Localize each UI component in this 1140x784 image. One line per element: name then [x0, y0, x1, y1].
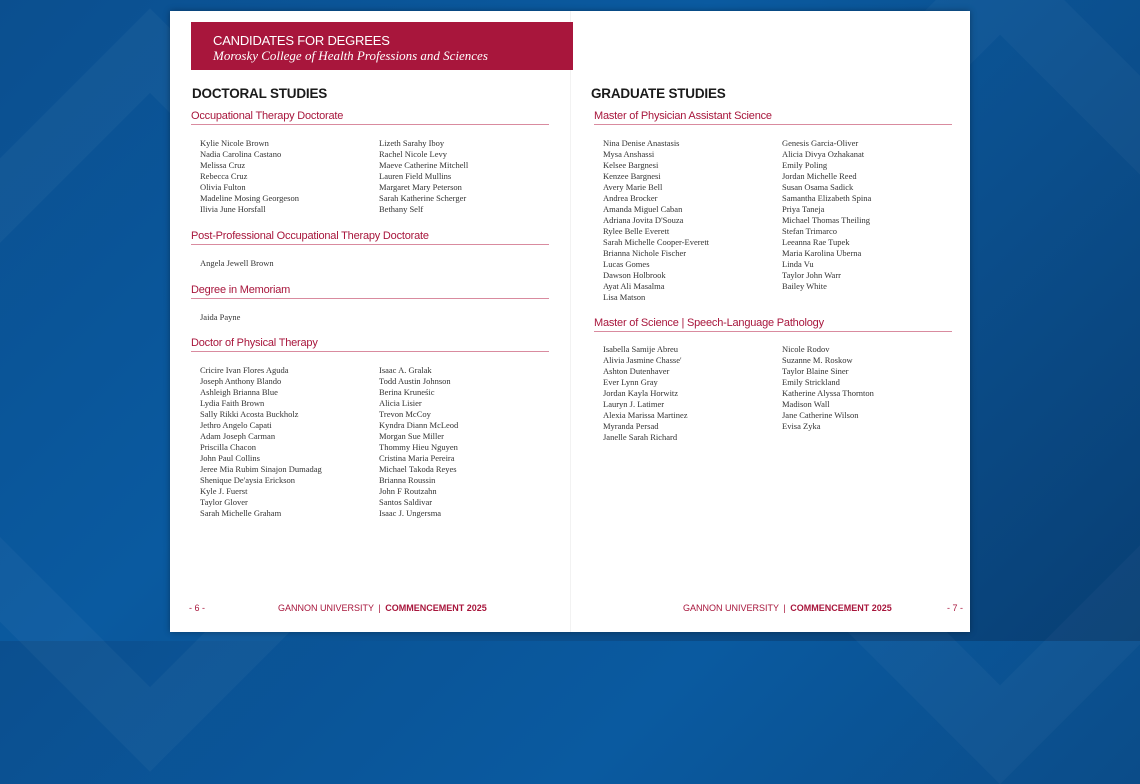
candidate-name: Priscilla Chacon: [200, 442, 256, 452]
candidate-name: Ashton Dutenhaver: [603, 366, 670, 376]
slp-names-col1: [603, 344, 688, 443]
candidate-name: Kyndra Diann McLeod: [379, 420, 459, 430]
program-spread: [170, 11, 970, 632]
candidate-name: Isabella Samije Abreu: [603, 344, 679, 354]
ppotd-names: [200, 258, 274, 269]
candidate-name: Sarah Katherine Scherger: [379, 193, 467, 203]
candidate-name: Emily Poling: [782, 160, 828, 170]
candidate-name: Ayat Ali Masalma: [603, 281, 665, 291]
mpas-names-col1: [603, 138, 709, 303]
candidate-name: Alicia Lisier: [379, 398, 422, 408]
candidate-name: Evisa Zyka: [782, 421, 821, 431]
candidate-name: Brianna Nichole Fischer: [603, 248, 687, 258]
candidate-name: Linda Vu: [782, 259, 814, 269]
candidate-name: Cricire Ivan Flores Aguda: [200, 365, 289, 375]
dpt-names-col1: [200, 365, 322, 519]
page-number-left: - 6 -: [189, 603, 206, 613]
footer-left: [278, 603, 487, 613]
candidate-name: Olivia Fulton: [200, 182, 246, 192]
candidate-name: Jordan Michelle Reed: [782, 171, 857, 181]
candidate-name: Isaac A. Gralak: [379, 365, 432, 375]
candidate-name: Santos Saldivar: [379, 497, 433, 507]
candidate-name: Lauren Field Mullins: [379, 171, 452, 181]
candidate-name: Susan Osama Sadick: [782, 182, 854, 192]
candidate-name: Taylor Glover: [200, 497, 248, 507]
candidate-name: Bethany Self: [379, 204, 424, 214]
candidate-name: Jeree Mia Rubim Sinajon Dumadag: [200, 464, 322, 474]
mpas-names-col2: [782, 138, 871, 292]
candidate-name: Morgan Sue Miller: [379, 431, 445, 441]
candidate-name: Angela Jewell Brown: [200, 258, 274, 268]
candidate-name: Suzanne M. Roskow: [782, 355, 853, 365]
candidate-name: Michael Thomas Theiling: [782, 215, 870, 225]
candidate-name: Kelsee Bargnesi: [603, 160, 659, 170]
candidate-name: Nicole Rodov: [782, 344, 830, 354]
candidate-name: Janelle Sarah Richard: [603, 432, 678, 442]
candidate-name: Avery Marie Bell: [603, 182, 663, 192]
candidate-name: Maria Karolina Uberna: [782, 248, 862, 258]
candidate-name: Maeve Catherine Mitchell: [379, 160, 469, 170]
candidate-name: Kyle J. Fuerst: [200, 486, 248, 496]
candidate-name: Michael Takoda Reyes: [379, 464, 457, 474]
page-number-right: - 7 -: [947, 603, 964, 613]
candidate-name: Bailey White: [782, 281, 827, 291]
candidate-name: Rachel Nicole Levy: [379, 149, 447, 159]
candidate-name: Ilivia June Horsfall: [200, 204, 266, 214]
candidate-name: Adam Joseph Carman: [200, 431, 276, 441]
candidate-name: Sarah Michelle Graham: [200, 508, 282, 518]
candidate-name: Kenzee Bargnesi: [603, 171, 661, 181]
candidate-name: Lauryn J. Latimer: [603, 399, 665, 409]
candidate-name: Isaac J. Ungersma: [379, 508, 442, 518]
candidate-name: Madison Wall: [782, 399, 830, 409]
candidate-name: Alivia Jasmine Chasse': [603, 355, 682, 365]
footer-separator: |: [378, 603, 381, 613]
otd-names-col1: [200, 138, 299, 215]
candidate-name: Jaida Payne: [200, 312, 241, 322]
doctoral-studies-heading: DOCTORAL STUDIES: [192, 86, 328, 101]
slp-section-title: Master of Science | Speech-Language Pathology: [594, 317, 952, 332]
candidate-name: Adriana Jovita D'Souza: [603, 215, 684, 225]
candidate-name: Genesis Garcia-Oliver: [782, 138, 859, 148]
candidate-name: Lizeth Sarahy Iboy: [379, 138, 445, 148]
candidate-name: Taylor Blaine Siner: [782, 366, 849, 376]
banner-college: Morosky College of Health Professions and Sciences: [213, 48, 488, 63]
slp-names-col2: [782, 344, 874, 432]
candidate-name: Alicia Divya Ozhakanat: [782, 149, 865, 159]
candidate-name: Berina Kruneśic: [379, 387, 435, 397]
footer-separator: |: [783, 603, 786, 613]
graduate-studies-heading: GRADUATE STUDIES: [591, 86, 726, 101]
candidate-name: Trevon McCoy: [379, 409, 431, 419]
candidate-name: Amanda Miguel Caban: [603, 204, 683, 214]
candidate-name: Taylor John Warr: [782, 270, 841, 280]
candidate-name: Ashleigh Brianna Blue: [200, 387, 278, 397]
page-fold: [570, 11, 571, 632]
otd-section-title: Occupational Therapy Doctorate: [191, 110, 549, 125]
footer-university: GANNON UNIVERSITY: [683, 603, 779, 613]
candidate-name: Katherine Alyssa Thornton: [782, 388, 874, 398]
candidate-name: John F Routzahn: [379, 486, 437, 496]
footer-event: COMMENCEMENT 2025: [790, 603, 892, 613]
candidate-name: Mysa Anshassi: [603, 149, 655, 159]
candidate-name: Lisa Matson: [603, 292, 646, 302]
banner-title: CANDIDATES FOR DEGREES: [213, 33, 390, 48]
candidate-name: Rylee Belle Everett: [603, 226, 670, 236]
candidate-name: Rebecca Cruz: [200, 171, 248, 181]
candidate-name: John Paul Collins: [200, 453, 260, 463]
candidate-name: Thommy Hieu Nguyen: [379, 442, 458, 452]
candidate-name: Nadia Carolina Castano: [200, 149, 282, 159]
ppotd-section-title: Post-Professional Occupational Therapy Doctorate: [191, 230, 549, 245]
dpt-names-col2: [379, 365, 458, 519]
candidate-name: Jane Catherine Wilson: [782, 410, 859, 420]
candidate-name: Kylie Nicole Brown: [200, 138, 269, 148]
footer-university: GANNON UNIVERSITY: [278, 603, 374, 613]
candidate-name: Stefan Trimarco: [782, 226, 838, 236]
candidate-name: Nina Denise Anastasis: [603, 138, 680, 148]
candidate-name: Melissa Cruz: [200, 160, 246, 170]
mpas-section-title: Master of Physician Assistant Science: [594, 110, 952, 125]
otd-names-col2: [379, 138, 468, 215]
degree-banner: [191, 22, 573, 70]
candidate-name: Joseph Anthony Blando: [200, 376, 282, 386]
candidate-name: Dawson Holbrook: [603, 270, 666, 280]
candidate-name: Sally Rikki Acosta Buckholz: [200, 409, 299, 419]
candidate-name: Jordan Kayla Horwitz: [603, 388, 679, 398]
candidate-name: Leeanna Rae Tupek: [782, 237, 850, 247]
candidate-name: Emily Strickland: [782, 377, 840, 387]
memoriam-names: [200, 312, 240, 323]
memoriam-section-title: Degree in Memoriam: [191, 284, 549, 299]
candidate-name: Lydia Faith Brown: [200, 398, 265, 408]
footer-event: COMMENCEMENT 2025: [385, 603, 487, 613]
candidate-name: Brianna Roussin: [379, 475, 436, 485]
candidate-name: Andrea Brocker: [603, 193, 658, 203]
candidate-name: Cristina Maria Pereira: [379, 453, 455, 463]
candidate-name: Ever Lynn Gray: [603, 377, 658, 387]
candidate-name: Shenique De'aysia Erickson: [200, 475, 296, 485]
footer-right: [683, 603, 892, 613]
candidate-name: Priya Taneja: [782, 204, 825, 214]
candidate-name: Alexia Marissa Martinez: [603, 410, 688, 420]
candidate-name: Jethro Angelo Capati: [200, 420, 272, 430]
candidate-name: Margaret Mary Peterson: [379, 182, 462, 192]
candidate-name: Todd Austin Johnson: [379, 376, 451, 386]
candidate-name: Sarah Michelle Cooper-Everett: [603, 237, 710, 247]
candidate-name: Madeline Mosing Georgeson: [200, 193, 299, 203]
candidate-name: Samantha Elizabeth Spina: [782, 193, 872, 203]
candidate-name: Lucas Gomes: [603, 259, 650, 269]
dpt-section-title: Doctor of Physical Therapy: [191, 337, 549, 352]
candidate-name: Myranda Persad: [603, 421, 659, 431]
